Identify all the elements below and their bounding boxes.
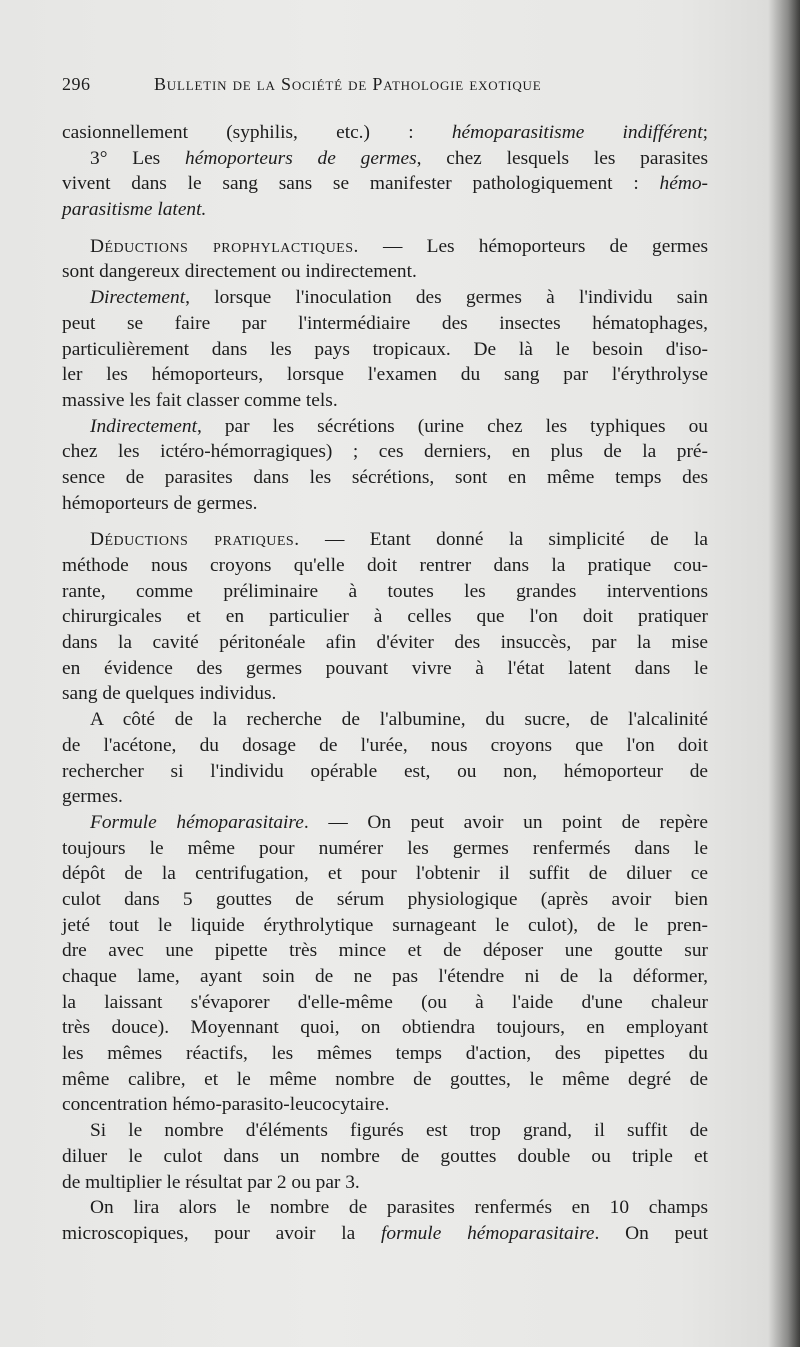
- text-line: chirurgicales et en particulier à celles que l'on doit pratiquer: [62, 606, 708, 628]
- text-line: toujours le même pour numérer les germes renfermés dans le: [62, 837, 708, 859]
- text-run: , lorsque l'inoculation des germes à l'individu sain: [185, 287, 708, 309]
- text-line: hémoporteurs de germes.: [62, 492, 258, 514]
- italic-term: Indirectement: [90, 415, 197, 437]
- text-line: [62, 414, 708, 440]
- text-line: peut se faire par l'intermédiaire des insectes hématophages,: [62, 312, 708, 334]
- text-line: [62, 171, 708, 197]
- text-line: dépôt de la centrifugation, et pour l'obtenir il suffit de diluer ce: [62, 863, 708, 885]
- text-run: microscopiques, pour avoir la: [62, 1222, 381, 1244]
- paragraph-gap: [62, 223, 708, 234]
- text-run: ;: [702, 122, 708, 143]
- text-line: massive les fait classer comme tels.: [62, 389, 338, 411]
- text-line: Si le nombre d'éléments figurés est trop grand, il suffit de: [90, 1120, 708, 1142]
- text-line: rante, comme préliminaire à toutes les grandes interventions: [62, 580, 708, 602]
- body-text: [62, 120, 708, 1247]
- italic-term: Formule hémoparasitaire: [90, 811, 304, 833]
- text-line: dans la cavité péritonéale afin d'éviter des insuccès, par la mise: [62, 632, 708, 654]
- paragraph-practical: [62, 527, 708, 1246]
- text-line: concentration hémo-parasito-leucocytaire.: [62, 1094, 390, 1116]
- italic-term: Directement: [90, 287, 186, 309]
- section-heading: Déductions prophylactiques.: [90, 235, 359, 257]
- text-line: même calibre, et le même nombre de gouttes, le même degré de: [62, 1068, 708, 1090]
- text-run: . — On peut avoir un point de repère: [303, 811, 708, 833]
- text-line: On lira alors le nombre de parasites renfermés en 10 champs: [90, 1197, 708, 1219]
- text-line: sont dangereux directement ou indirectement.: [62, 261, 417, 283]
- text-run: , par les sécrétions (urine chez les typhiques ou: [196, 415, 708, 437]
- page-header: [62, 74, 742, 104]
- text-line: [62, 810, 708, 836]
- text-line: très douce). Moyennant quoi, on obtiendra toujours, en employant: [62, 1017, 708, 1039]
- text-line: chaque lame, ayant soin de ne pas l'étendre ni de la déformer,: [62, 966, 708, 987]
- italic-term: hémoparasitisme indifférent: [451, 122, 703, 143]
- text-line: germes.: [62, 786, 123, 808]
- paragraph-hemoparasitism-types: [62, 120, 708, 223]
- text-line: rechercher si l'individu opérable est, ou non, hémoporteur de: [62, 760, 708, 782]
- text-line: particulièrement dans les pays tropicaux. De là le besoin d'iso-: [62, 338, 708, 360]
- text-line: [62, 197, 708, 223]
- text-line: [62, 234, 708, 260]
- running-title: Bulletin de la Société de Pathologie exotique: [154, 74, 542, 94]
- text-line: de l'acétone, du dosage de l'urée, nous croyons que l'on doit: [62, 734, 708, 756]
- text-line: de multiplier le résultat par 2 ou par 3.: [62, 1171, 360, 1193]
- text-line: [62, 527, 708, 553]
- text-line: la laissant s'évaporer d'elle-même (ou à l'aide d'une chaleur: [62, 991, 708, 1013]
- text-run: . On peut: [594, 1222, 708, 1244]
- section-heading: Déductions pratiques.: [90, 529, 300, 551]
- text-line: [62, 146, 708, 172]
- italic-term: formule hémoparasitaire: [380, 1222, 595, 1244]
- text-run: 3° Les: [90, 147, 186, 169]
- italic-term: parasitisme latent.: [62, 199, 207, 221]
- text-run: vivent dans le sang sans se manifester pathologiquement :: [62, 173, 660, 195]
- text-line: A côté de la recherche de l'albumine, du sucre, de l'alcalinité: [90, 709, 708, 731]
- italic-term: hémoporteurs de germes: [185, 147, 417, 169]
- text-run: — Les hémoporteurs de germes: [358, 235, 709, 257]
- text-line: méthode nous croyons qu'elle doit rentrer dans la pratique cou-: [62, 555, 708, 576]
- text-run: — Etant donné la simplicité de la: [299, 529, 708, 551]
- text-run: , chez lesquels les parasites: [416, 147, 708, 169]
- text-line: [62, 285, 708, 311]
- text-line: jeté tout le liquide érythrolytique surnageant le culot), de le pren-: [62, 914, 708, 936]
- text-line: les mêmes réactifs, les mêmes temps d'action, des pipettes du: [62, 1043, 708, 1065]
- text-line: sang de quelques individus.: [62, 683, 277, 705]
- paragraph-gap: [62, 516, 708, 527]
- text-line: sence de parasites dans les sécrétions, sont en même temps des: [62, 466, 708, 488]
- text-line: ler les hémoporteurs, lorsque l'examen du sang par l'érythrolyse: [62, 364, 708, 386]
- text-line: en évidence des germes pouvant vivre à l'état latent dans le: [62, 657, 708, 679]
- text-line: [62, 1221, 708, 1247]
- text-line: chez les ictéro-hémorragiques) ; ces derniers, en plus de la pré-: [62, 441, 708, 463]
- page-number: 296: [62, 74, 91, 94]
- text-line: [62, 120, 708, 146]
- text-line: culot dans 5 gouttes de sérum physiologique (après avoir bien: [62, 888, 708, 910]
- text-line: dre avec une pipette très mince et de déposer une goutte sur: [62, 940, 708, 962]
- text-line: diluer le culot dans un nombre de gouttes double ou triple et: [62, 1145, 708, 1167]
- text-run: casionnellement (syphilis, etc.) :: [62, 122, 452, 143]
- paragraph-prophylactic: [62, 234, 708, 517]
- italic-term: hémo-: [659, 173, 708, 195]
